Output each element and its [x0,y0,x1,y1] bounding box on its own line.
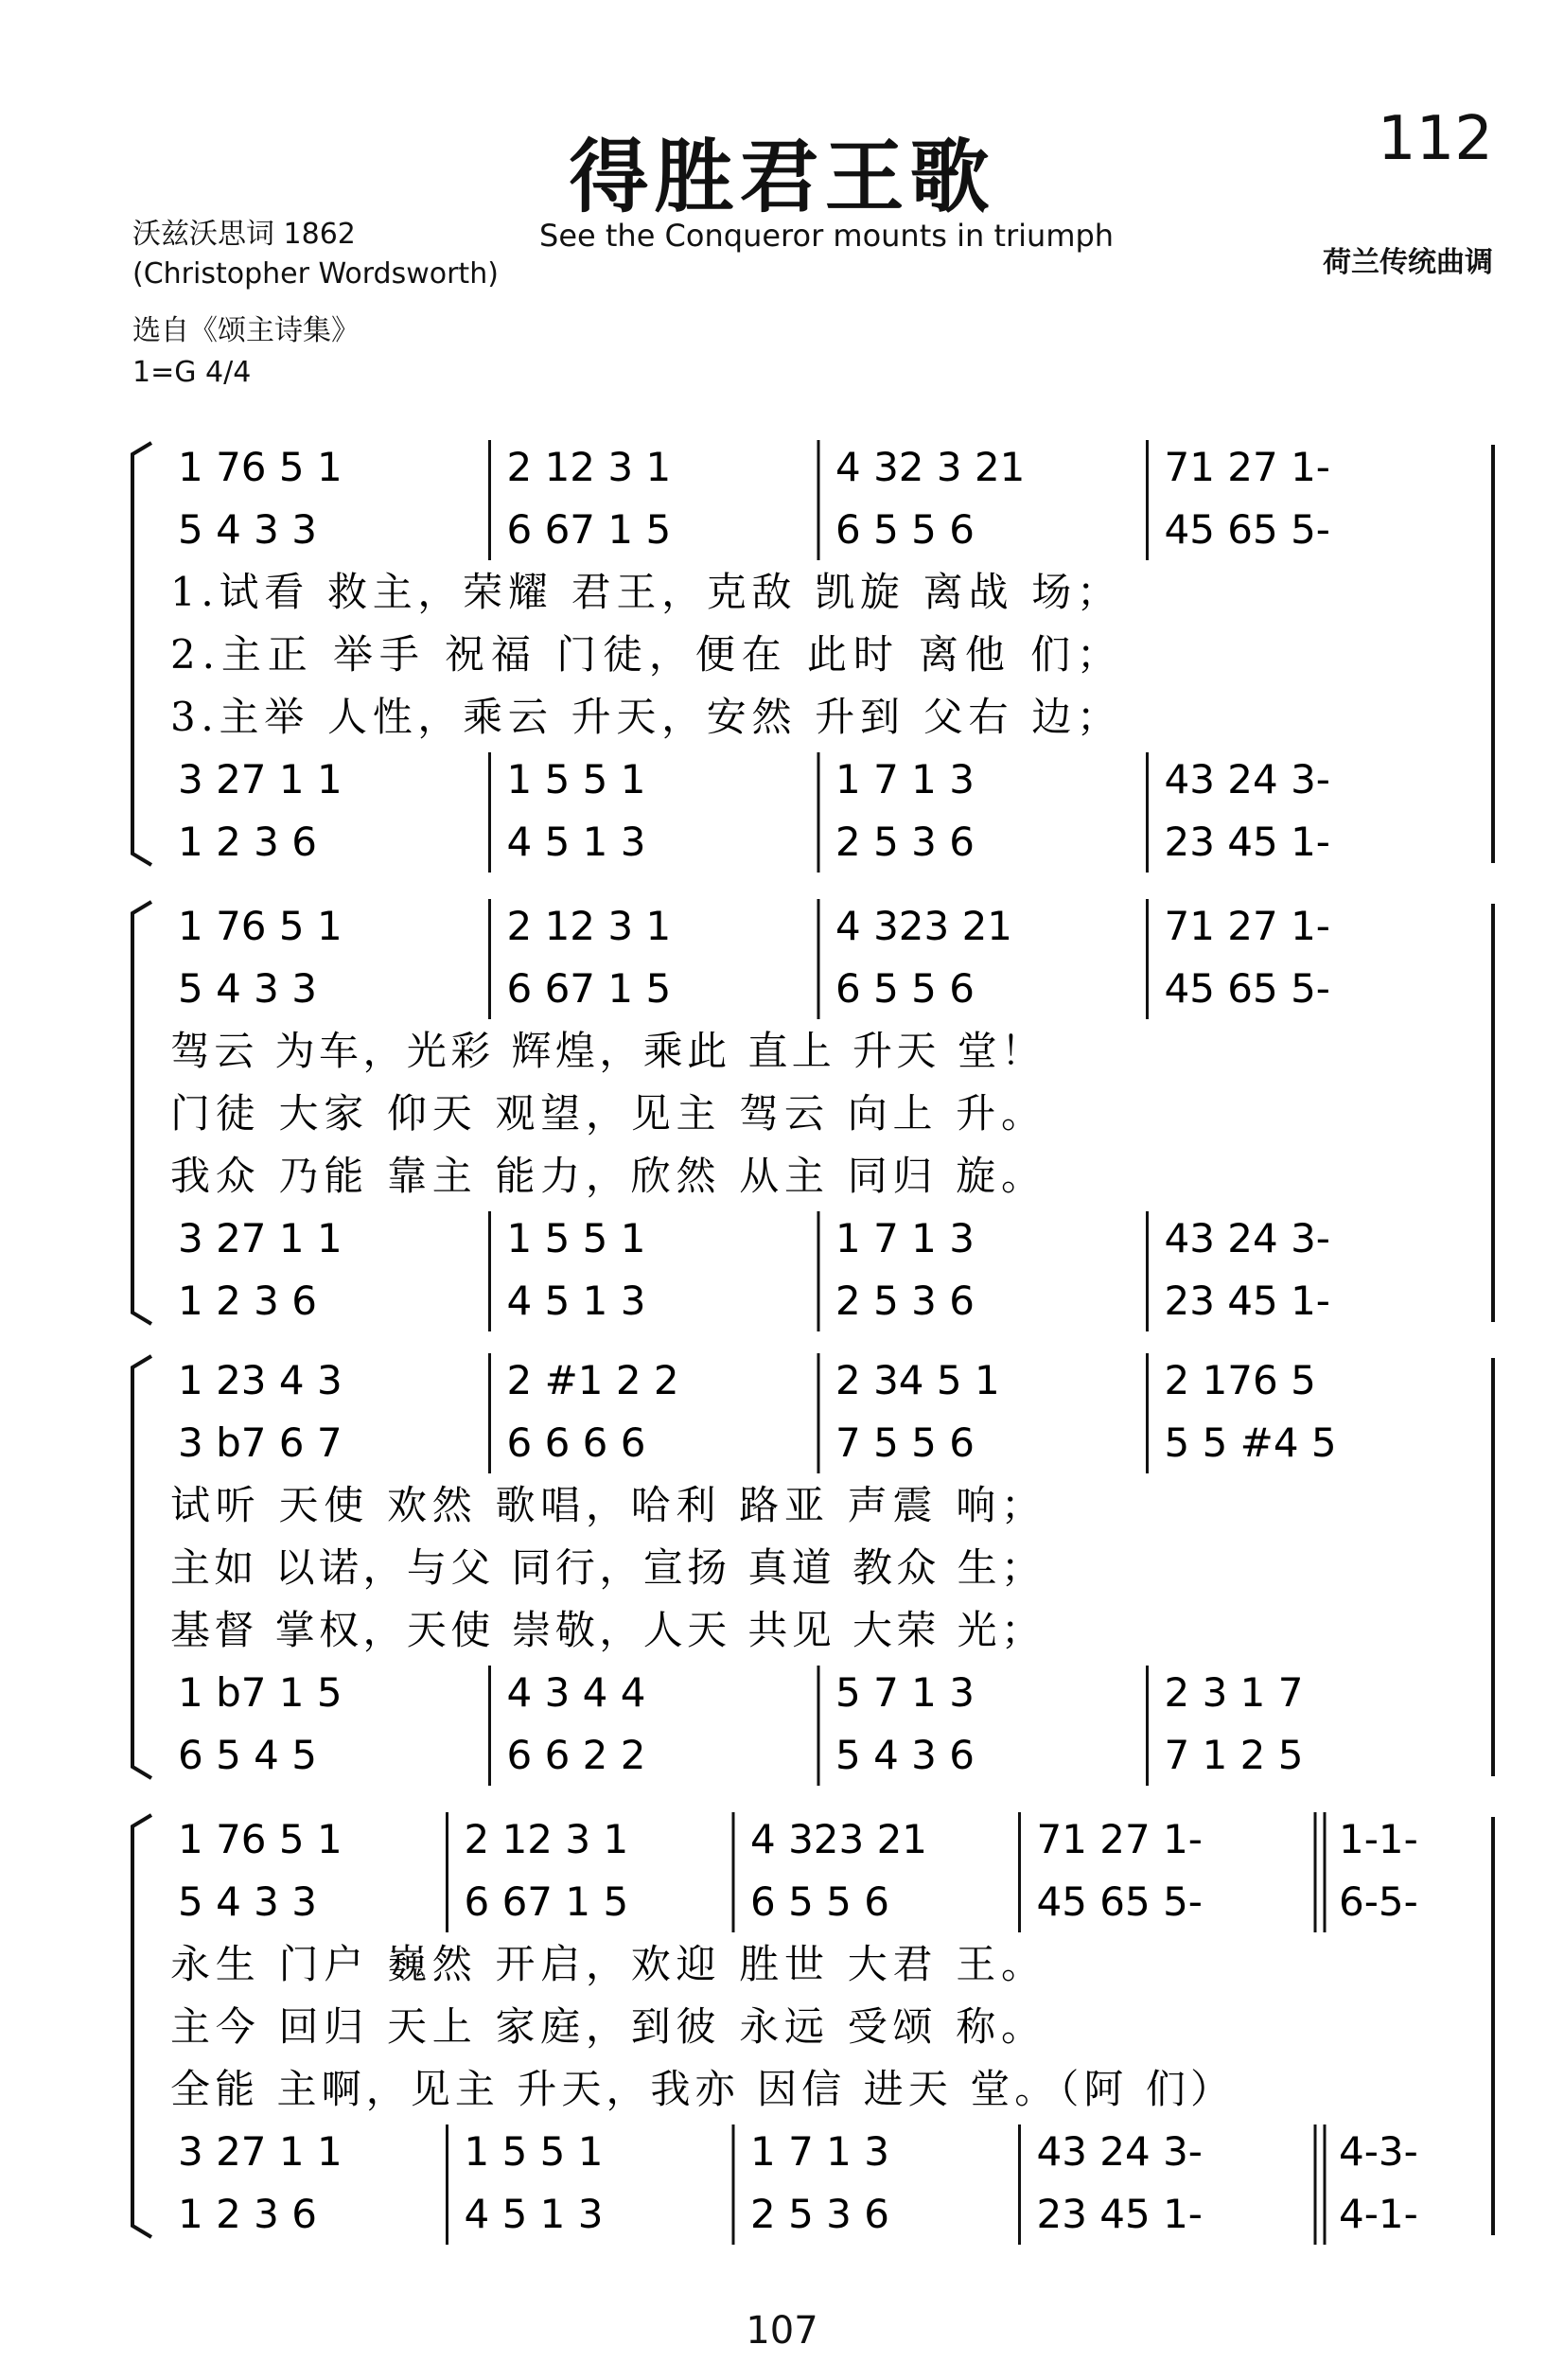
note-measure: 6 6 2 2 [506,1732,646,1778]
score-system [132,1812,1493,2245]
note-measure: 4 32 3 21 [835,444,1026,490]
note-measure: 3 b7 6 7 [178,1419,343,1466]
lyric-line: 我众 乃能 靠主 能力，欣然 从主 同归 旋。 [170,1153,1041,1199]
note-measure: 1 2 3 6 [178,1278,317,1324]
note-measure: 45 65 5- [1164,965,1330,1012]
note-measure: 5 4 3 6 [835,1732,975,1778]
key-signature: 1=G 4/4 [132,356,252,389]
note-measure: 2 5 3 6 [835,1278,975,1324]
lyric-line: 2.主正 举手 祝福 门徒，便在 此时 离他 们； [170,631,1116,678]
hymn-title: 得胜君王歌 [569,130,995,223]
note-measure: 1 2 3 6 [178,819,317,865]
note-measure: 71 27 1- [1164,903,1330,949]
note-measure: 1 76 5 1 [178,903,343,949]
lyric-line: 主如 以诺，与父 同行，宣扬 真道 教众 生； [170,1544,1041,1591]
note-measure: 2 34 5 1 [835,1357,1000,1403]
note-measure: 5 7 1 3 [835,1669,975,1716]
note-measure: 2 176 5 [1164,1357,1316,1403]
lyric-line: 试听 天使 欢然 歌唱，哈利 路亚 声震 响； [170,1482,1041,1528]
note-measure: 1 5 5 1 [506,1215,646,1261]
score-system [132,1353,1493,1786]
note-measure: 6 67 1 5 [464,1878,629,1925]
note-measure: 1 7 1 3 [835,1215,975,1261]
note-measure: 45 65 5- [1036,1878,1203,1925]
note-measure: 4 3 4 4 [506,1669,646,1716]
note-measure: 2 #1 2 2 [506,1357,679,1403]
note-measure: 6 5 5 6 [835,965,975,1012]
note-measure: 6 5 4 5 [178,1732,317,1778]
note-measure: 23 45 1- [1036,2191,1203,2237]
note-measure: 6 67 1 5 [506,965,672,1012]
note-measure: 7 1 2 5 [1164,1732,1304,1778]
note-measure: 7 5 5 6 [835,1419,975,1466]
note-measure: 4 323 21 [835,903,1013,949]
lyricist-english-name: (Christopher Wordsworth) [132,257,499,291]
note-measure: 5 5 #4 5 [1164,1419,1337,1466]
page-number: 107 [746,2309,818,2353]
note-measure: 6 5 5 6 [835,506,975,553]
score-system [132,440,1493,873]
note-measure: 4 5 1 3 [506,819,646,865]
note-measure: 3 27 1 1 [178,2128,343,2175]
note-measure: 1 23 4 3 [178,1357,343,1403]
lyric-line: 驾云 为车，光彩 辉煌，乘此 直上 升天 堂！ [170,1028,1041,1074]
note-measure: 1 5 5 1 [464,2128,604,2175]
note-measure: 4 323 21 [750,1816,928,1862]
note-measure: 1 b7 1 5 [178,1669,343,1716]
note-measure: 23 45 1- [1164,819,1330,865]
note-measure: 1 76 5 1 [178,444,343,490]
note-measure: 2 3 1 7 [1164,1669,1304,1716]
system-bracket [132,443,151,865]
note-measure: 1 5 5 1 [506,756,646,802]
note-measure: 4 5 1 3 [506,1278,646,1324]
note-measure: 5 4 3 3 [178,506,317,553]
source-credit: 选自《颂主诗集》 [132,314,360,347]
lyricist-credit: 沃兹沃思词 1862 [132,218,356,251]
note-measure: 1 2 3 6 [178,2191,317,2237]
amen-measure: 6-5- [1339,1878,1418,1925]
note-measure: 71 27 1- [1036,1816,1203,1862]
amen-measure: 4-1- [1339,2191,1418,2237]
note-measure: 1 7 1 3 [835,756,975,802]
score-system [132,899,1493,1331]
note-measure: 2 12 3 1 [464,1816,629,1862]
system-bracket [132,902,151,1324]
system-bracket [132,1815,151,2237]
note-measure: 2 5 3 6 [835,819,975,865]
amen-measure: 4-3- [1339,2128,1418,2175]
note-measure: 43 24 3- [1036,2128,1203,2175]
note-measure: 5 4 3 3 [178,965,317,1012]
lyric-line: 基督 掌权，天使 崇敬，人天 共见 大荣 光； [170,1607,1041,1653]
note-measure: 4 5 1 3 [464,2191,604,2237]
note-measure: 2 12 3 1 [506,444,672,490]
lyric-line: 门徒 大家 仰天 观望，见主 驾云 向上 升。 [170,1090,1041,1137]
lyric-line: 永生 门户 巍然 开启，欢迎 胜世 大君 王。 [170,1941,1041,1987]
note-measure: 6 67 1 5 [506,506,672,553]
lyric-line: 3.主举 人性，乘云 升天，安然 升到 父右 边； [170,694,1116,740]
note-measure: 3 27 1 1 [178,756,343,802]
english-subtitle: See the Conqueror mounts in triumph [539,218,1115,254]
note-measure: 45 65 5- [1164,506,1330,553]
system-bracket [132,1356,151,1778]
note-measure: 1 7 1 3 [750,2128,889,2175]
hymn-number: 112 [1377,104,1493,174]
lyric-line: 1.试看 救主，荣耀 君王，克敌 凯旋 离战 场； [170,569,1116,615]
note-measure: 1 76 5 1 [178,1816,343,1862]
note-measure: 43 24 3- [1164,756,1330,802]
note-measure: 23 45 1- [1164,1278,1330,1324]
note-measure: 6 6 6 6 [506,1419,646,1466]
note-measure: 2 12 3 1 [506,903,672,949]
note-measure: 71 27 1- [1164,444,1330,490]
lyric-line: 主今 回归 天上 家庭，到彼 永远 受颂 称。 [170,2003,1041,2050]
lyric-line: 全能 主啊，见主 升天，我亦 因信 进天 堂。（阿 们） [170,2066,1230,2112]
note-measure: 6 5 5 6 [750,1878,889,1925]
note-measure: 3 27 1 1 [178,1215,343,1261]
note-measure: 43 24 3- [1164,1215,1330,1261]
note-measure: 2 5 3 6 [750,2191,889,2237]
tune-credit: 荷兰传统曲调 [1323,246,1493,279]
amen-measure: 1-1- [1339,1816,1418,1862]
note-measure: 5 4 3 3 [178,1878,317,1925]
